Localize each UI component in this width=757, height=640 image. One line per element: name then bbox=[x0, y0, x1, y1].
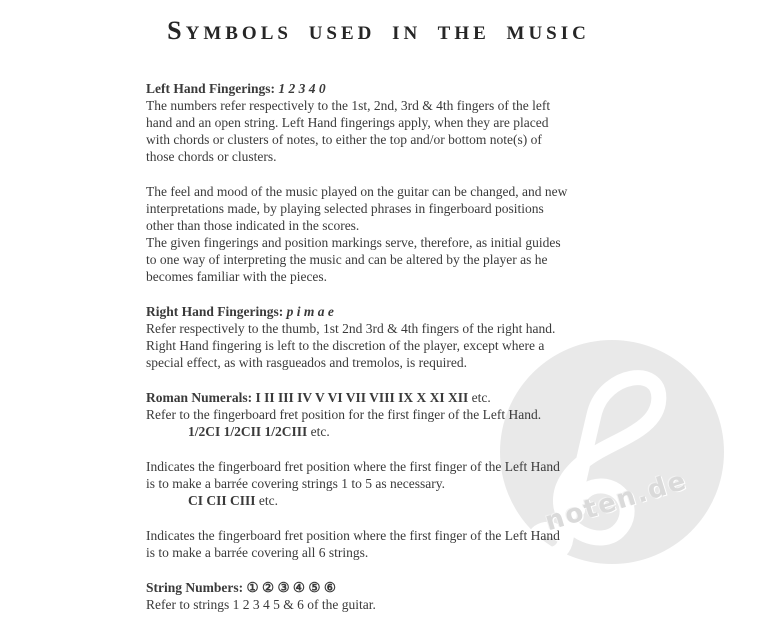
title-first-letter: S bbox=[167, 16, 186, 45]
text-line: Refer to the fingerboard fret position for the first finger of the Left Hand. bbox=[146, 407, 542, 422]
text-segment: etc. bbox=[468, 390, 491, 405]
title-rest: YMBOLS USED IN THE MUSIC bbox=[185, 23, 590, 44]
section-heading bbox=[146, 303, 646, 320]
text-segment: etc. bbox=[255, 493, 279, 508]
section-7 bbox=[146, 579, 646, 613]
text-line: The feel and mood of the music played on the guitar can be changed, and new bbox=[146, 184, 568, 199]
text-segment: CI CII CIII bbox=[188, 493, 256, 508]
section-3 bbox=[146, 303, 646, 371]
text-segment: Left Hand Fingerings: bbox=[146, 81, 279, 96]
text-segment: Roman Numerals: I II III IV V VI VII VIII IX X XI XII bbox=[146, 390, 469, 405]
text-line: Refer respectively to the thumb, 1st 2nd 3rd & 4th fingers of the right hand. bbox=[146, 321, 556, 336]
text-line: Right Hand fingering is left to the discretion of the player, except where a bbox=[146, 338, 545, 353]
page-title bbox=[0, 16, 757, 46]
section-heading bbox=[146, 579, 646, 596]
text-line: special effect, as with rasgueados and tremolos, is required. bbox=[146, 355, 468, 370]
section-heading bbox=[146, 389, 646, 406]
text-segment: 1 2 3 4 0 bbox=[278, 81, 326, 96]
text-line: hand and an open string. Left Hand fingerings apply, when they are placed bbox=[146, 115, 549, 130]
text-line: other than those indicated in the scores. bbox=[146, 218, 360, 233]
section-heading bbox=[146, 80, 646, 97]
text-line: interpretations made, by playing selected phrases in fingerboard positions bbox=[146, 201, 544, 216]
text-line: Refer to strings 1 2 3 4 5 & 6 of the guitar. bbox=[146, 597, 376, 612]
section-6 bbox=[146, 527, 646, 561]
text-line: The given fingerings and position markings serve, therefore, as initial guides bbox=[146, 235, 561, 250]
text-segment: String Numbers: ① ② ③ ④ ⑤ ⑥ bbox=[146, 580, 336, 595]
text-line: to one way of interpreting the music and can be altered by the player as he bbox=[146, 252, 548, 267]
section-4 bbox=[146, 389, 646, 440]
indent-line bbox=[146, 423, 646, 440]
text-line: The numbers refer respectively to the 1st, 2nd, 3rd & 4th fingers of the left bbox=[146, 98, 551, 113]
watermark-text: noten.de bbox=[541, 465, 692, 538]
section-2 bbox=[146, 183, 646, 285]
text-segment: 1/2CI 1/2CII 1/2CIII bbox=[188, 424, 308, 439]
indent-line bbox=[146, 492, 646, 509]
document-body bbox=[146, 80, 646, 613]
text-line: is to make a barrée covering all 6 strings. bbox=[146, 545, 369, 560]
text-segment: Right Hand Fingerings: bbox=[146, 304, 287, 319]
text-line: becomes familiar with the pieces. bbox=[146, 269, 328, 284]
text-line: with chords or clusters of notes, to either the top and/or bottom note(s) of bbox=[146, 132, 542, 147]
text-line: is to make a barrée covering strings 1 to 5 as necessary. bbox=[146, 476, 446, 491]
text-segment: p i m a e bbox=[286, 304, 334, 319]
section-1 bbox=[146, 80, 646, 165]
text-segment: etc. bbox=[307, 424, 330, 439]
section-5 bbox=[146, 458, 646, 509]
text-line: Indicates the fingerboard fret position where the first finger of the Left Hand bbox=[146, 528, 560, 543]
text-line: those chords or clusters. bbox=[146, 149, 277, 164]
text-line: Indicates the fingerboard fret position where the first finger of the Left Hand bbox=[146, 459, 560, 474]
